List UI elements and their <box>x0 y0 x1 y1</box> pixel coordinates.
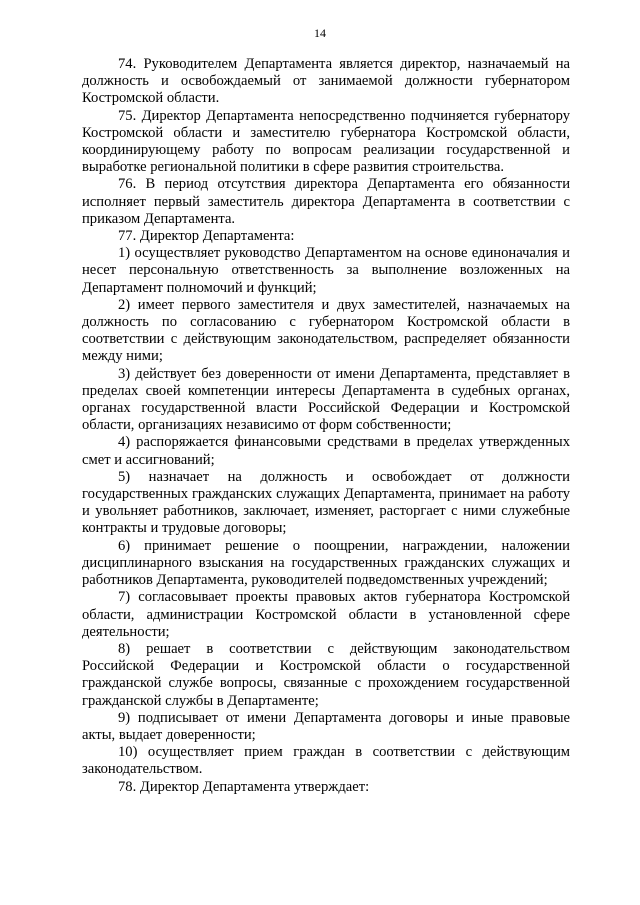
page-number: 14 <box>314 26 326 40</box>
list-item-9: 9) подписывает от имени Департамента договоры и иные правовые акты, выдает доверенности; <box>82 709 570 743</box>
paragraph-74: 74. Руководителем Департамента является директор, назначаемый на должность и освобождаемый от занимаемой должности губернатором Костромской области. <box>82 56 570 107</box>
list-item-6: 6) принимает решение о поощрении, награждении, наложении дисциплинарного взыскания на государственных гражданских служащих и работников Департамента, руководителей подведомственных учреждений; <box>82 537 570 589</box>
document-body <box>82 56 570 796</box>
list-item-3: 3) действует без доверенности от имени Департамента, представляет в пределах своей компетенции интересы Департамента в судебных органах, органах государственной власти Российской Федерации и Костромской области, организациях независимо от форм собственности; <box>82 365 570 434</box>
list-item-8: 8) решает в соответствии с действующим законодательством Российской Федерации и Костромской области о государственной гражданской службе вопросы, связанные с прохождением государственной гражданской службы в Департаменте; <box>82 640 570 709</box>
list-item-10: 10) осуществляет прием граждан в соответствии с действующим законодательством. <box>82 744 570 778</box>
list-item-4: 4) распоряжается финансовыми средствами в пределах утвержденных смет и ассигнований; <box>82 434 570 468</box>
list-item-7: 7) согласовывает проекты правовых актов губернатора Костромской области, администрации Костромской области в установленной сфере деятельности; <box>82 589 570 640</box>
list-item-5: 5) назначает на должность и освобождает от должности государственных гражданских служащих Департамента, принимает на работу и увольняет работников, заключает, изменяет, расторгает с ними служебные контракты и трудовые договоры; <box>82 468 570 537</box>
paragraph-78: 78. Директор Департамента утверждает: <box>118 778 370 795</box>
paragraph-76: 76. В период отсутствия директора Департамента его обязанности исполняет первый заместитель директора Департамента в соответствии с приказом Департамента. <box>82 176 570 227</box>
list-item-2: 2) имеет первого заместителя и двух заместителей, назначаемых на должность по согласованию с губернатором Костромской области в соответствии с действующим законодательством, распределяет обязанности между ними; <box>82 296 570 365</box>
list-item-1: 1) осуществляет руководство Департаментом на основе единоначалия и несет персональную ответственность за выполнение возложенных на Департамент полномочий и функций; <box>82 245 570 296</box>
paragraph-75: 75. Директор Департамента непосредственно подчиняется губернатору Костромской области и заместителю губернатора Костромской области, координирующему работу по вопросам реализации государственной и выработке региональной политики в сфере развития строительства. <box>82 107 570 176</box>
paragraph-77: 77. Директор Департамента: <box>118 228 295 245</box>
